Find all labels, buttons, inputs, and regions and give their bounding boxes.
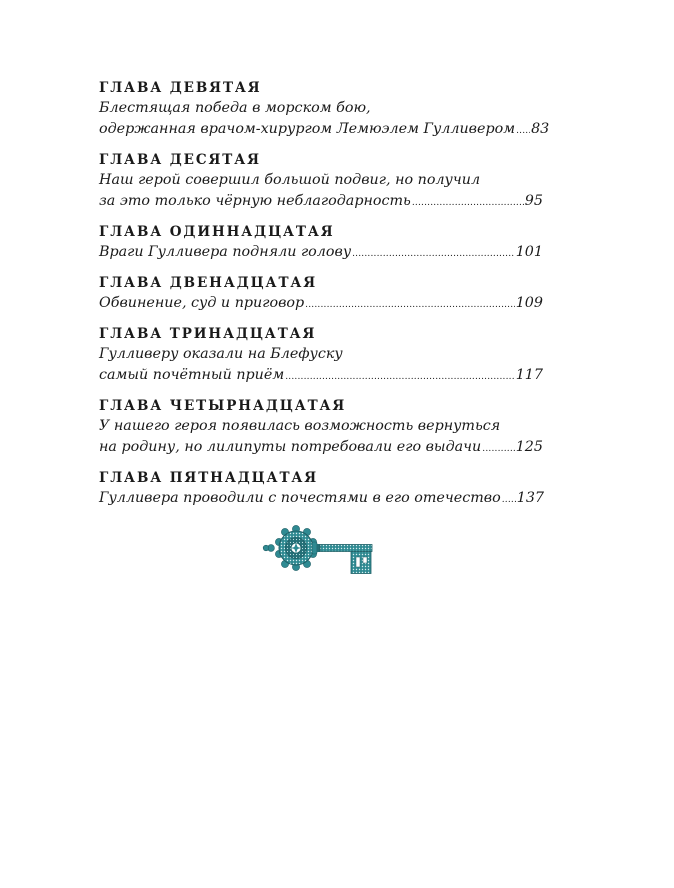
- dot-leader: [516, 121, 530, 142]
- chapter-title-last-line: [99, 191, 543, 212]
- chapter-title-text: за это только чёрную неблагодарность: [99, 193, 411, 209]
- dot-leader: [482, 439, 514, 460]
- chapter-title-last-line: [99, 365, 543, 386]
- chapter-heading: ГЛАВА ДЕСЯТАЯ: [99, 152, 261, 168]
- page-number: 95: [524, 193, 543, 209]
- chapter-heading: ГЛАВА ОДИННАДЦАТАЯ: [99, 224, 335, 240]
- toc-entry-chapter-14[interactable]: [99, 396, 543, 458]
- chapter-title-line: Наш герой совершил большой подвиг, но получил: [99, 172, 481, 188]
- toc-entry-chapter-11[interactable]: [99, 222, 543, 263]
- page-number: 137: [516, 490, 545, 506]
- chapter-title-last-line: [99, 242, 543, 263]
- dot-leader: [412, 193, 524, 214]
- dot-leader: [502, 490, 516, 511]
- chapter-title-text: Обвинение, суд и приговор: [99, 295, 305, 311]
- chapter-heading: ГЛАВА ЧЕТЫРНАДЦАТАЯ: [99, 398, 347, 414]
- toc-entry-chapter-9[interactable]: [99, 78, 550, 140]
- toc-entry-chapter-15[interactable]: [99, 468, 543, 509]
- chapter-title-last-line: [99, 119, 550, 140]
- chapter-title-line: Гулливеру оказали на Блефуску: [99, 346, 343, 362]
- toc-entry-chapter-10[interactable]: [99, 150, 543, 212]
- page-number: 101: [515, 244, 543, 260]
- chapter-heading: ГЛАВА ПЯТНАДЦАТАЯ: [99, 470, 319, 486]
- page-number: 117: [515, 367, 543, 383]
- chapter-title-text: Гулливера проводили с почестями в его отечество: [99, 490, 501, 506]
- toc-entry-chapter-12[interactable]: [99, 273, 543, 314]
- dot-leader: [285, 367, 514, 388]
- dot-leader: [352, 244, 515, 265]
- chapter-title-last-line: [99, 437, 543, 458]
- dot-leader: [305, 295, 515, 316]
- page-number: 83: [531, 121, 550, 137]
- chapter-title-last-line: [99, 488, 543, 509]
- chapter-heading: ГЛАВА ДВЕНАДЦАТАЯ: [99, 275, 318, 291]
- chapter-heading: ГЛАВА ТРИНАДЦАТАЯ: [99, 326, 317, 342]
- chapter-title-text: на родину, но лилипуты потребовали его выдачи: [99, 439, 482, 455]
- chapter-title-line: У нашего героя появилась возможность вернуться: [99, 418, 501, 434]
- chapter-title-text: одержанная врачом-хирургом Лемюэлем Гулливером: [99, 121, 516, 137]
- toc-entry-chapter-13[interactable]: [99, 324, 543, 386]
- chapter-title-line: Блестящая победа в морском бою,: [99, 100, 371, 116]
- chapter-title-text: самый почётный приём: [99, 367, 285, 383]
- page-number: 125: [515, 439, 543, 455]
- chapter-title-text: Враги Гулливера подняли голову: [99, 244, 352, 260]
- chapter-title-last-line: [99, 293, 543, 314]
- chapter-heading: ГЛАВА ДЕВЯТАЯ: [99, 80, 262, 96]
- page-number: 109: [515, 295, 543, 311]
- table-of-contents: [99, 78, 550, 519]
- ornate-key-icon: [262, 523, 380, 581]
